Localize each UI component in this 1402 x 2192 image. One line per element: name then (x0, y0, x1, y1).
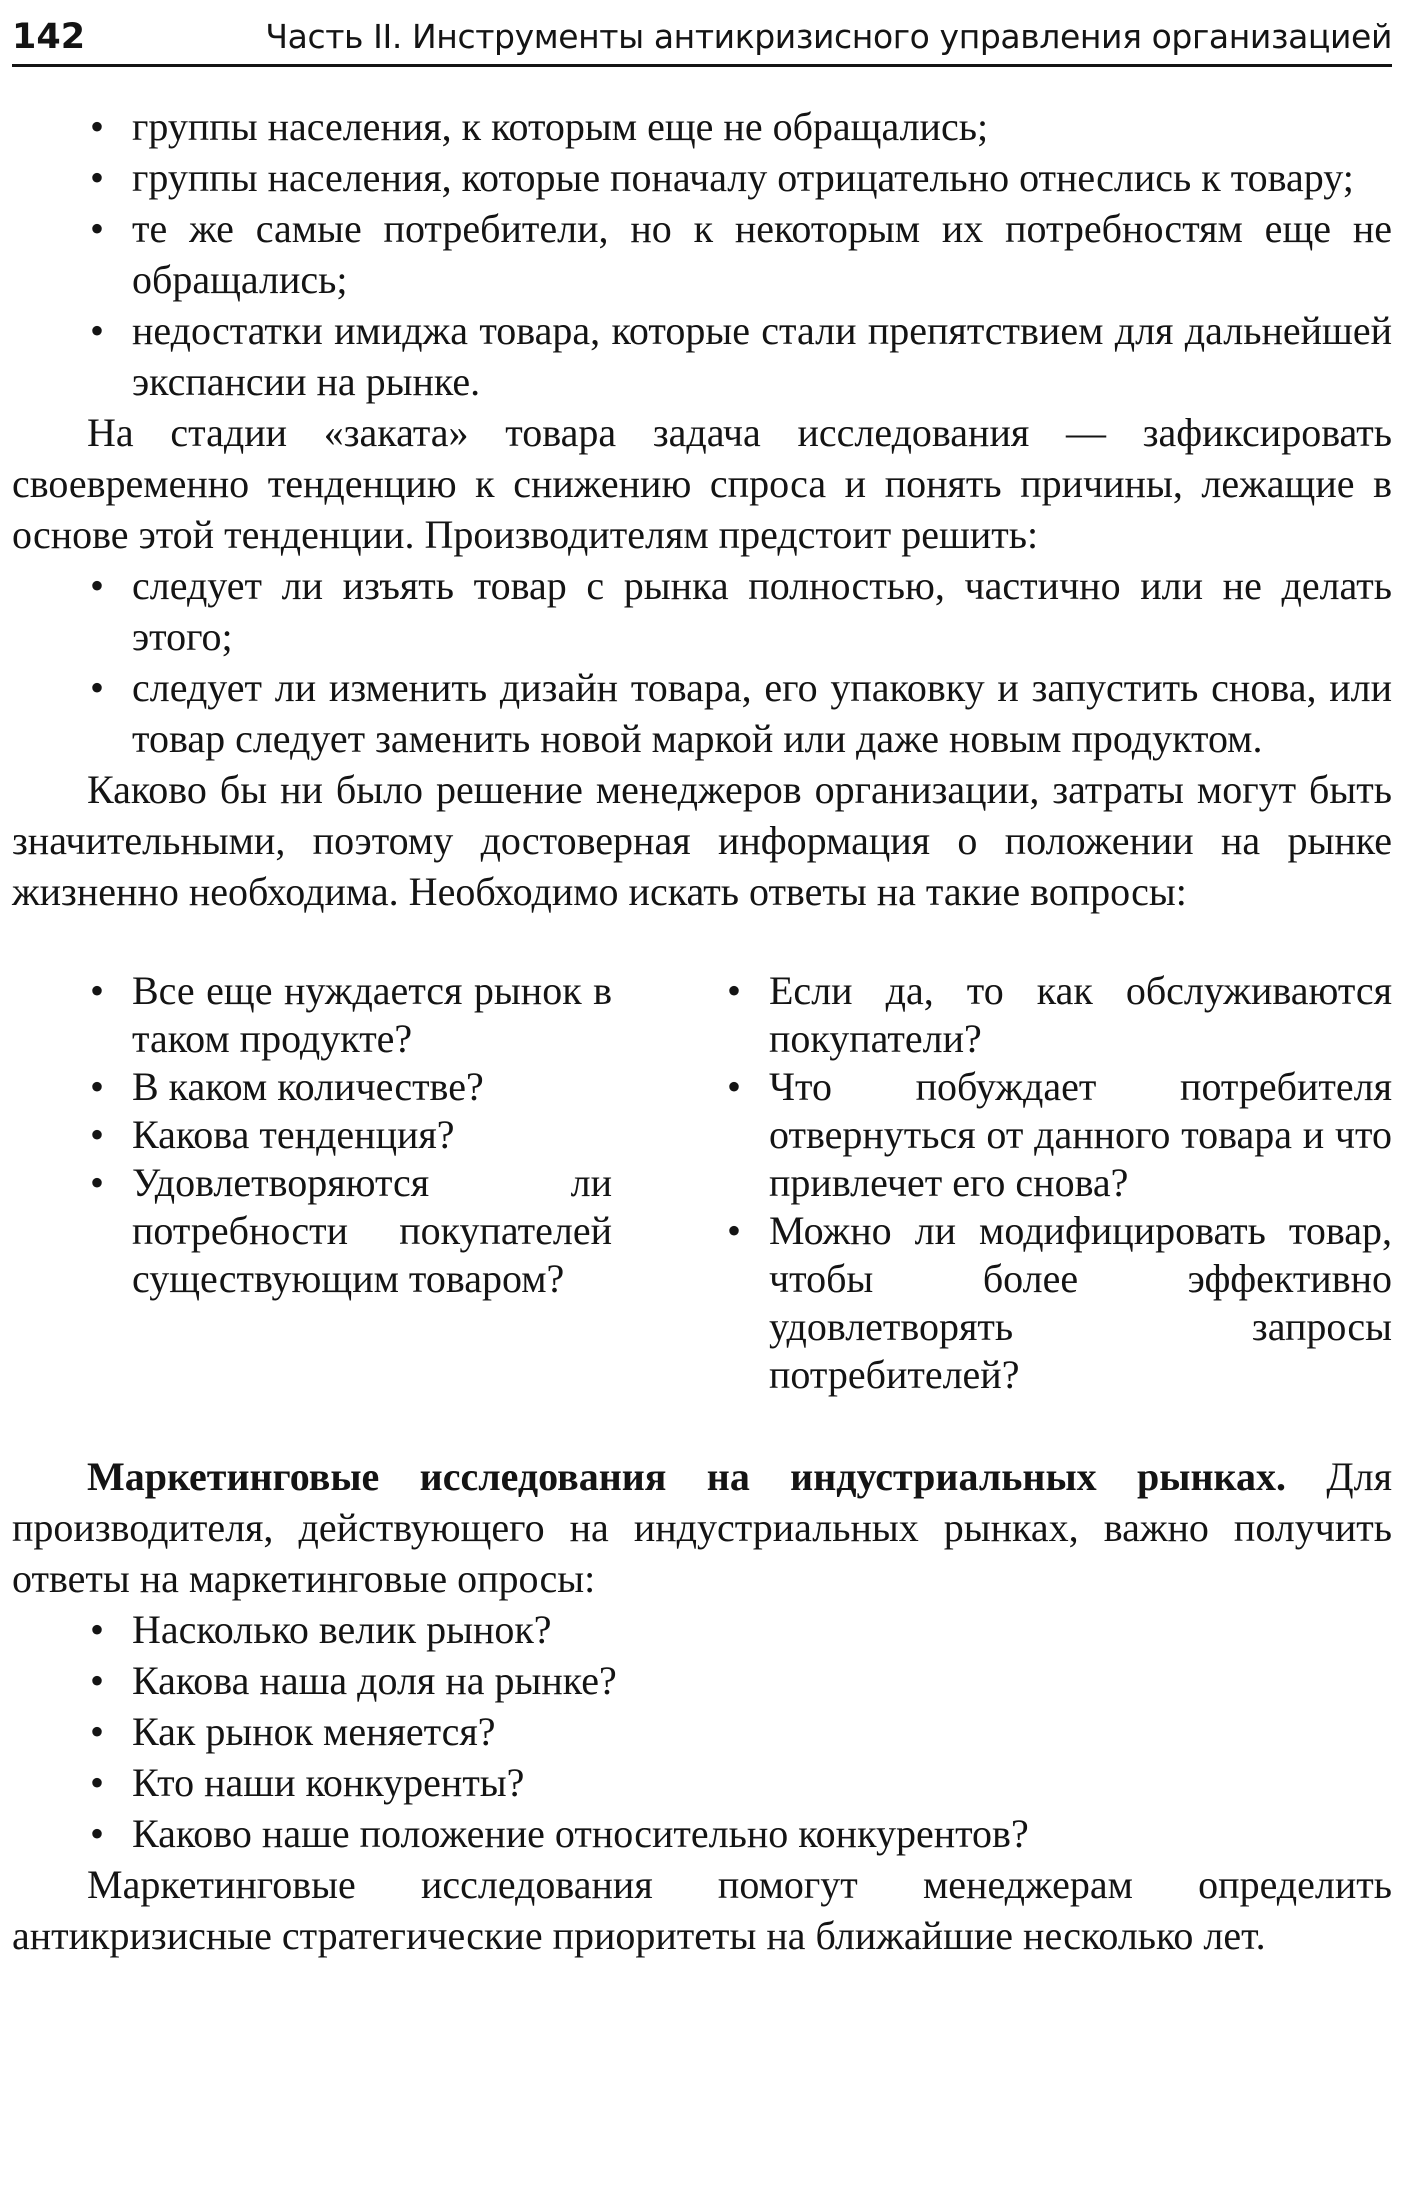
industrial-markets-section (12, 1451, 1392, 1961)
paragraph-management-decision: Каково бы ни было решение менеджеров организации, затраты могут быть значительными, поэтому достоверная информация о положении на рынке жизненно необходима. Необходимо искать ответы на такие вопросы: (12, 767, 1392, 914)
paragraph-decline-stage: На стадии «заката» товара задача исследования — зафиксировать своевременно тенденцию к снижению спроса и понять причины, лежащие в основе этой тенденции. Производителям предстоит решить: (12, 410, 1392, 557)
list-item: • Какова тенденция? (12, 1111, 612, 1159)
list-item: • Удовлетворяются ли потребности покупателей существующим товаром? (12, 1159, 612, 1303)
list-item: • Все еще нуждается рынок в таком продукте? (12, 967, 612, 1063)
list-item: • Кто наши конкуренты? (12, 1757, 1392, 1808)
running-head (12, 14, 1392, 67)
list-item: • Как рынок меняется? (12, 1706, 1392, 1757)
running-head-title: Часть II. Инструменты антикризисного управления организацией (265, 17, 1392, 56)
section-heading: Маркетинговые исследования на индустриальных рынках. (87, 1454, 1286, 1499)
target-groups-list (12, 101, 1392, 407)
list-item: • Каково наше положение относительно конкурентов? (12, 1808, 1392, 1859)
list-item: • группы населения, которые поначалу отрицательно отнеслись к товару; (12, 152, 1392, 203)
list-item: • Какова наша доля на рынке? (12, 1655, 1392, 1706)
list-item: • Можно ли модифицировать товар, чтобы более эффективно удовлетворять запросы потребителей? (722, 1207, 1392, 1399)
list-item: • следует ли изъять товар с рынка полностью, частично или не делать этого; (12, 560, 1392, 662)
market-questions-list (12, 1604, 1392, 1859)
section-text: Для производителя, действующего на индустриальных рынках, важно получить ответы на маркетинговые опросы: (12, 1454, 1392, 1601)
questions-columns (12, 967, 1392, 1399)
list-item: • Если да, то как обслуживаются покупатели? (722, 967, 1392, 1063)
paragraph-conclusion: Маркетинговые исследования помогут менеджерам определить антикризисные стратегические приоритеты на ближайшие несколько лет. (12, 1862, 1392, 1958)
page-number: 142 (12, 17, 86, 57)
list-item: • Насколько велик рынок? (12, 1604, 1392, 1655)
decision-list (12, 560, 1392, 764)
list-item: • В каком количестве? (12, 1063, 612, 1111)
list-item: • следует ли изменить дизайн товара, его упаковку и запустить снова, или товар следует заменить новой маркой или даже новым продуктом. (12, 662, 1392, 764)
list-item: • Что побуждает потребителя отвернуться от данного товара и что привлечет его снова? (722, 1063, 1392, 1207)
list-item: • группы населения, к которым еще не обращались; (12, 101, 1392, 152)
questions-right-column (722, 967, 1392, 1399)
list-item: • те же самые потребители, но к некоторым их потребностям еще не обращались; (12, 203, 1392, 305)
paragraph-industrial-markets (12, 1451, 1392, 1604)
questions-left-column (12, 967, 612, 1399)
list-item: • недостатки имиджа товара, которые стали препятствием для дальнейшей экспансии на рынке. (12, 305, 1392, 407)
